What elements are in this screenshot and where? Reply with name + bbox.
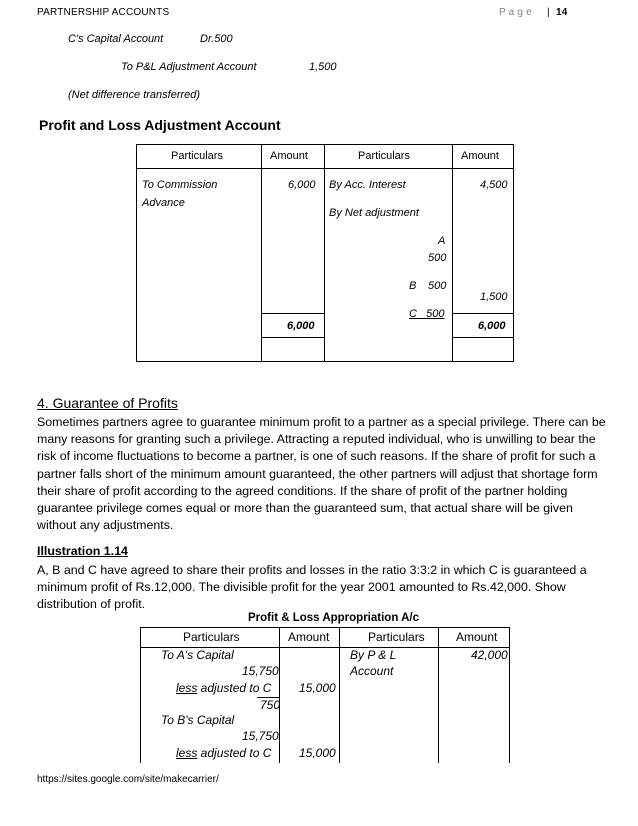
b-less-adjusted: less adjusted to C xyxy=(176,746,272,760)
to-commission-advance: Advance xyxy=(142,197,185,209)
to-commission: To Commission xyxy=(142,179,218,191)
pl-adjustment-table xyxy=(136,144,514,362)
page-number: 14 xyxy=(556,7,568,18)
col-header-amount-cr: Amount xyxy=(461,150,499,162)
para-line: A, B and C have agreed to share their profits and losses in the ratio 3:3:2 in which C is guaranteed a xyxy=(37,563,587,577)
illustration-text xyxy=(37,562,637,614)
journal-account-debit: C's Capital Account xyxy=(68,33,164,45)
para-line: without any adjustments. xyxy=(37,518,174,533)
para-line: minimum profit of Rs.12,000. The divisible profit for the year 2001 amounted to Rs.42,000. Show xyxy=(37,580,566,595)
page-separator: | xyxy=(547,7,550,18)
pl-adjustment-title: Profit and Loss Adjustment Account xyxy=(39,117,281,133)
appropriation-title: Profit & Loss Appropriation A/c xyxy=(248,612,420,624)
to-b-capital: To B's Capital xyxy=(161,713,235,727)
b-share-value: 15,750 xyxy=(242,729,279,743)
para-line: partner falls short of the minimum amount guaranteed, the other partners will adjust that shortage form xyxy=(37,466,598,481)
commission-amount: 6,000 xyxy=(288,179,316,191)
total-cr: 6,000 xyxy=(478,320,506,332)
journal-account-credit: To P&L Adjustment Account xyxy=(121,61,257,73)
guarantee-heading: 4. Guarantee of Profits xyxy=(37,395,178,411)
appr-header-particulars-cr: Particulars xyxy=(368,630,425,644)
appr-header-amount-cr: Amount xyxy=(456,630,498,644)
journal-narration: (Net difference transferred) xyxy=(68,89,201,101)
page-label: P a g e xyxy=(499,7,532,18)
sub-b-value: 500 xyxy=(428,280,447,292)
appropriation-table xyxy=(140,627,510,763)
para-line: Sometimes partners agree to guarantee minimum profit to a partner as a special privilege. There can be xyxy=(37,415,606,429)
footer-url[interactable]: https://sites.google.com/site/makecarrier/ xyxy=(37,774,219,785)
acc-interest-amount: 4,500 xyxy=(480,179,508,191)
para-line: distribution of profit. xyxy=(37,597,146,612)
a-less-value: 750 xyxy=(257,697,280,712)
col-header-amount-dr: Amount xyxy=(270,150,308,162)
sub-a-value: 500 xyxy=(428,252,447,264)
illustration-title: Illustration 1.14 xyxy=(37,544,128,558)
guarantee-paragraph xyxy=(37,414,637,534)
by-pl-account: By P & L xyxy=(350,648,397,662)
sub-c-value: 500 xyxy=(426,308,445,320)
by-acc-interest: By Acc. Interest xyxy=(329,179,406,191)
appr-header-amount-dr: Amount xyxy=(288,630,330,644)
journal-dr-amount: Dr.500 xyxy=(200,33,233,45)
sub-c-label: C 500 xyxy=(409,308,445,320)
by-pl-amount: 42,000 xyxy=(471,648,508,662)
a-share-value: 15,750 xyxy=(242,664,279,678)
by-pl-account-line2: Account xyxy=(350,664,394,678)
para-line: many reasons for granting such a privilege. Attracting a reputed individual, who is unwilling to bear the xyxy=(37,432,596,447)
b-net-amount: 15,000 xyxy=(299,746,336,760)
running-header: PARTNERSHIP ACCOUNTS xyxy=(37,7,170,18)
total-dr: 6,000 xyxy=(287,320,315,332)
para-line: their share of profit according to the agreed conditions. If the share of profit of the partner holding xyxy=(37,483,568,498)
a-less-adjusted: less adjusted to C xyxy=(176,681,272,695)
col-header-particulars-cr: Particulars xyxy=(358,150,410,162)
col-header-particulars-dr: Particulars xyxy=(171,150,223,162)
a-net-amount: 15,000 xyxy=(299,681,336,695)
para-line: risk of income fluctuations to become a partner, is one of such reasons. If the share of profit for such a xyxy=(37,449,596,464)
para-line: guarantee privilege comes equal or more than the guaranteed sum, that actual share will be given xyxy=(37,501,573,516)
sub-a-label: A xyxy=(438,235,446,247)
to-a-capital: To A's Capital xyxy=(161,648,234,662)
net-adjustment-amount: 1,500 xyxy=(480,291,508,303)
journal-cr-amount: 1,500 xyxy=(309,61,337,73)
sub-b-label: B xyxy=(409,280,417,292)
by-net-adjustment: By Net adjustment xyxy=(329,207,419,219)
appr-header-particulars-dr: Particulars xyxy=(183,630,240,644)
